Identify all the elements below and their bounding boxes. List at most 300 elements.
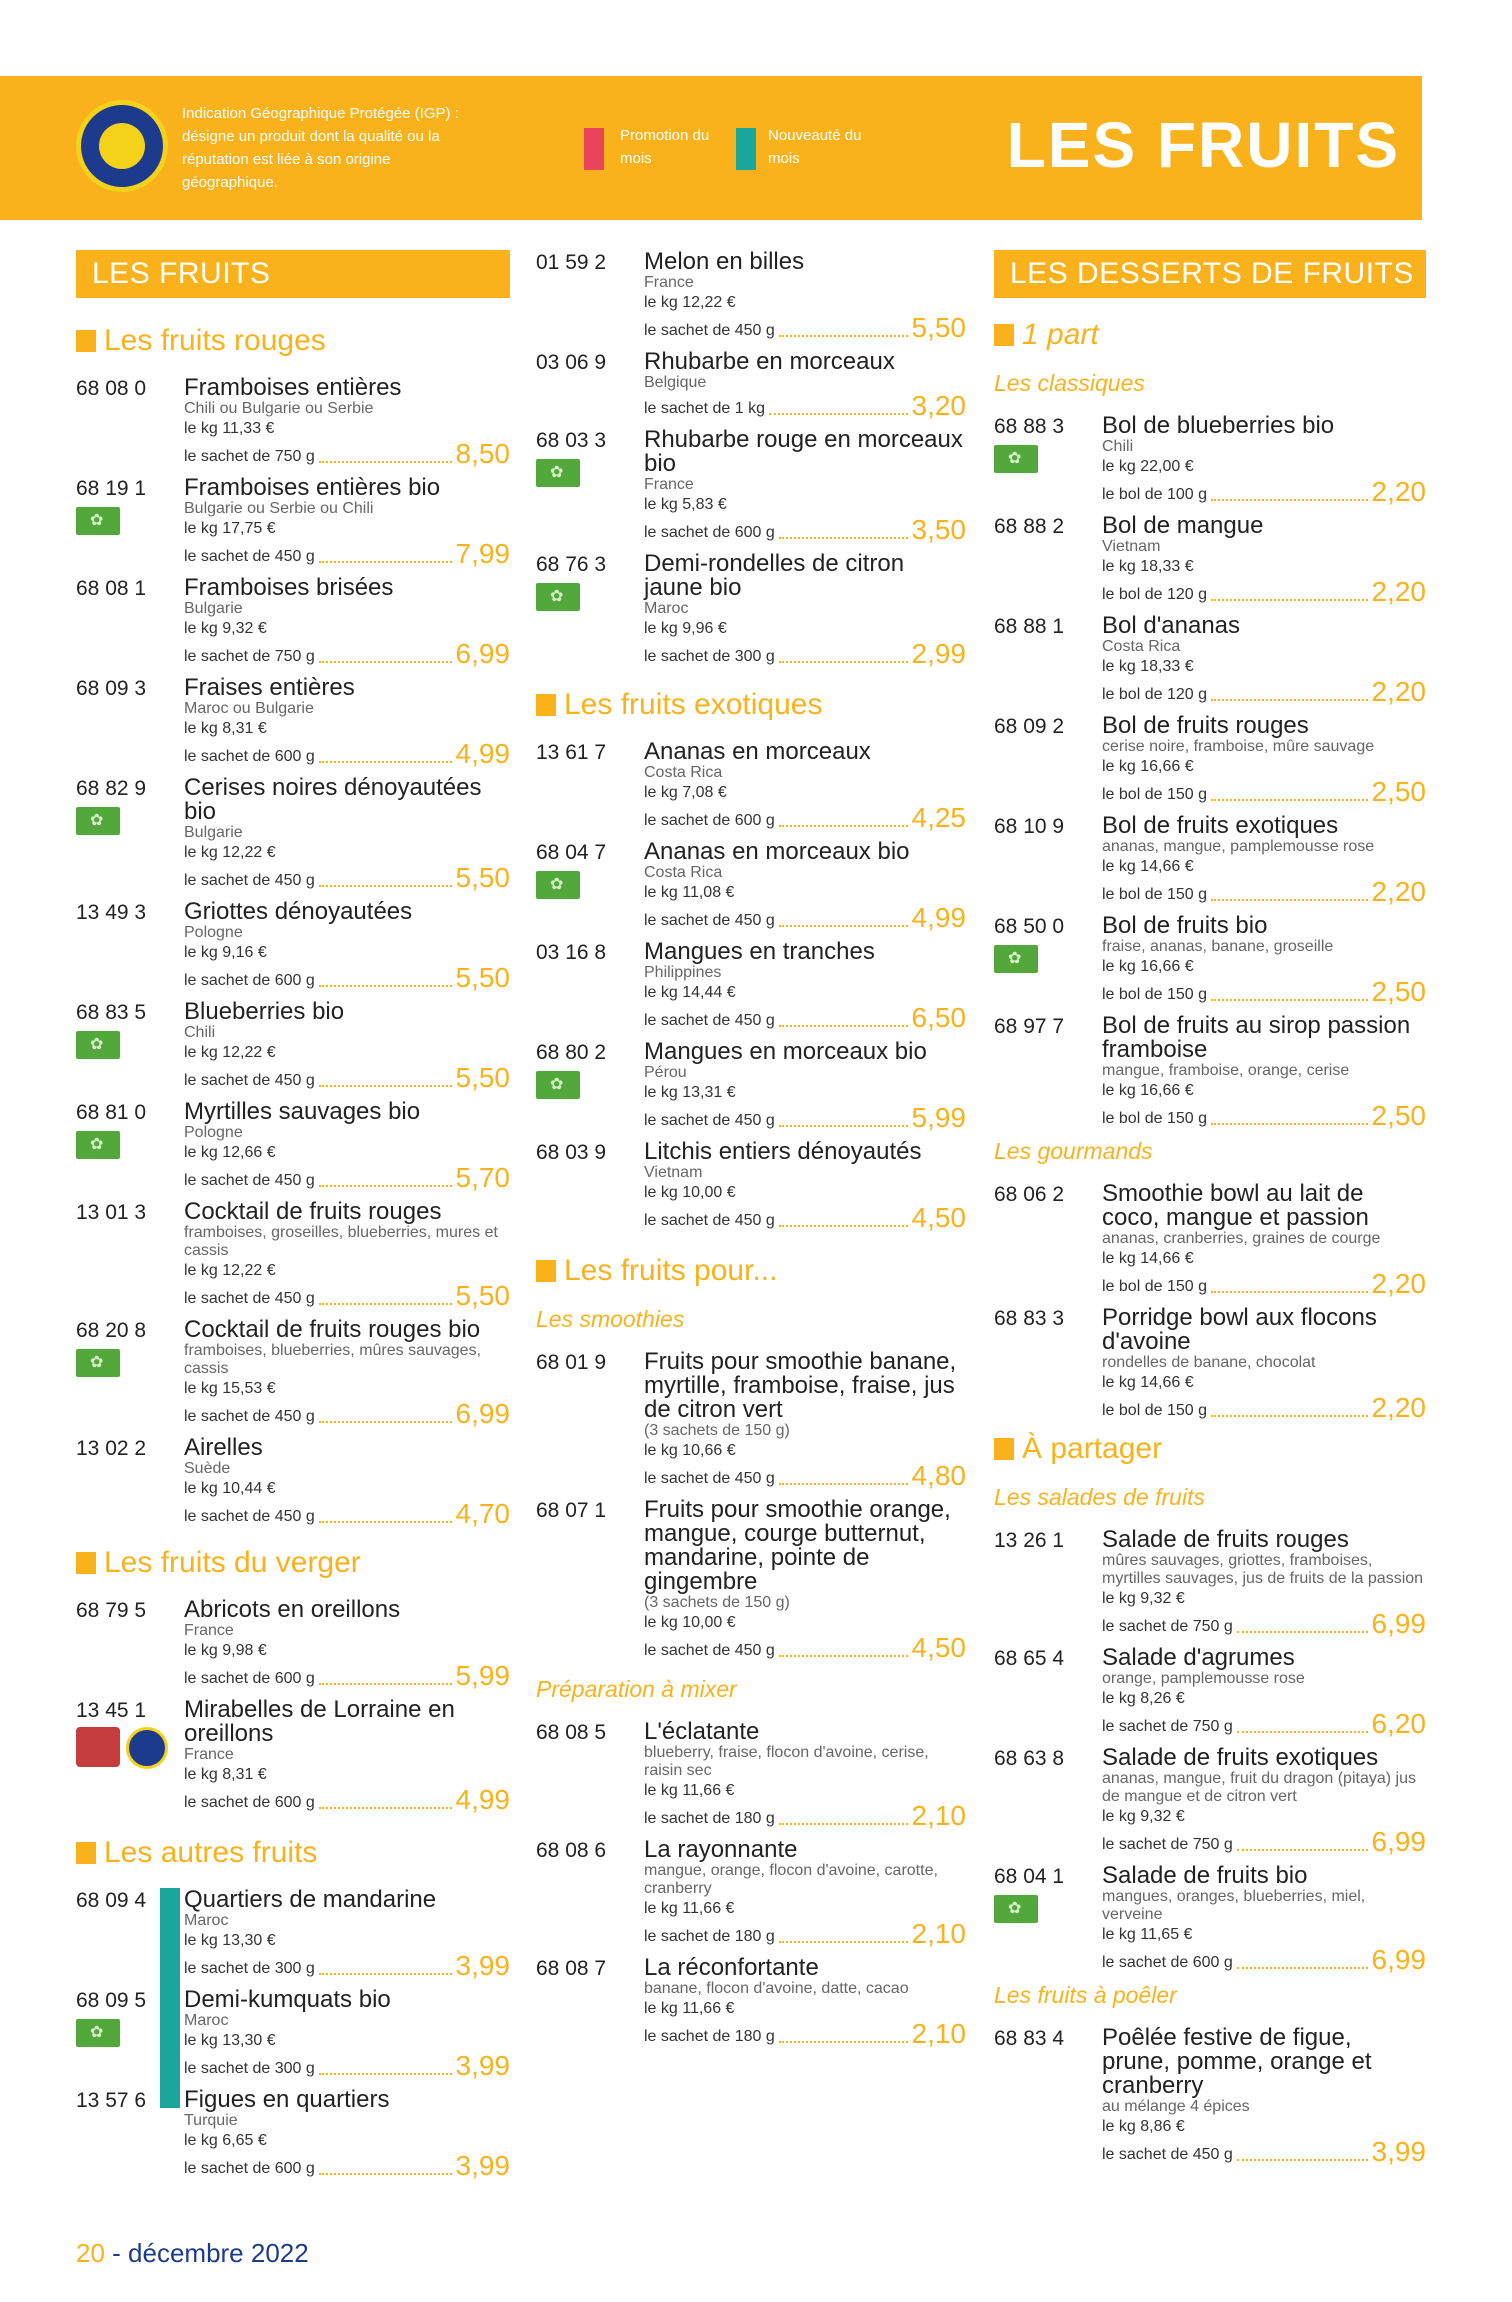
package-size: le bol de 150 g xyxy=(1102,886,1207,903)
product-code-col xyxy=(536,1838,644,1948)
product-item xyxy=(536,1140,966,1232)
product-price: 5,50 xyxy=(455,862,510,893)
product-code: 03 16 8 xyxy=(536,941,607,964)
product-item xyxy=(994,1014,1426,1130)
product-origin: France xyxy=(644,274,694,291)
subcategory-heading: Les classiques xyxy=(994,370,1145,396)
price-line xyxy=(1102,978,1426,1006)
price-line xyxy=(184,440,510,468)
price-line xyxy=(644,1802,966,1830)
price-per-kg: le kg 8,86 € xyxy=(1102,2118,1185,2135)
leader-dots xyxy=(779,1823,908,1825)
product-origin: Bulgarie ou Serbie ou Chili xyxy=(184,500,374,517)
product-item xyxy=(536,1040,966,1132)
price-per-kg: le kg 11,66 € xyxy=(644,2000,735,2017)
product-name: Mirabelles de Lorraine en oreillons xyxy=(184,1696,455,1747)
product-origin: mangue, framboise, orange, cerise xyxy=(1102,1062,1350,1079)
price-per-kg: le kg 8,31 € xyxy=(184,720,267,737)
product-origin: Bulgarie xyxy=(184,600,243,617)
leader-dots xyxy=(779,1025,908,1027)
category-heading: À partager xyxy=(994,1432,1426,1466)
product-price: 2,20 xyxy=(1371,876,1426,907)
leader-dots xyxy=(779,1941,908,1943)
package-size: le sachet de 180 g xyxy=(644,1928,775,1945)
price-per-kg: le kg 10,66 € xyxy=(644,1442,736,1459)
igp-description: Indication Géographique Protégée (IGP) : désigne un produit dont la qualité ou la réputation est liée à son origine géographique. xyxy=(182,105,459,191)
product-item xyxy=(76,476,510,568)
price-per-kg: le kg 13,31 € xyxy=(644,1084,736,1101)
product-name: Poêlée festive de figue, prune, pomme, orange et cranberry xyxy=(1102,2024,1372,2099)
product-list xyxy=(536,740,966,1232)
product-origin: France xyxy=(184,1622,234,1639)
product-code-col xyxy=(76,776,184,892)
organic-leaf-icon xyxy=(994,945,1038,973)
product-code-col xyxy=(76,1598,184,1690)
price-per-kg: le kg 14,66 € xyxy=(1102,1374,1194,1391)
product-price: 6,99 xyxy=(455,1398,510,1429)
product-price: 2,10 xyxy=(911,1800,966,1831)
package-size: le sachet de 750 g xyxy=(1102,1618,1233,1635)
product-price: 3,20 xyxy=(911,390,966,421)
leader-dots xyxy=(1211,1291,1368,1293)
product-name: Blueberries bio xyxy=(184,998,345,1025)
leader-dots xyxy=(1211,499,1368,501)
product-name: L'éclatante xyxy=(644,1718,760,1745)
product-code-col xyxy=(76,1436,184,1528)
product-origin: Chili xyxy=(184,1024,216,1041)
price-line xyxy=(184,1400,510,1428)
product-item xyxy=(536,552,966,668)
product-price: 3,50 xyxy=(911,514,966,545)
product-code: 68 65 4 xyxy=(994,1647,1065,1670)
product-price: 3,99 xyxy=(455,2150,510,2181)
subcategory-heading: Les gourmands xyxy=(994,1138,1153,1164)
product-name: Airelles xyxy=(184,1434,263,1461)
category-heading: Les autres fruits xyxy=(76,1836,510,1870)
product-origin: orange, pamplemousse rose xyxy=(1102,1670,1305,1687)
package-size: le bol de 120 g xyxy=(1102,586,1207,603)
quality-labels xyxy=(76,1727,184,1769)
product-price: 5,50 xyxy=(455,1062,510,1093)
package-size: le bol de 150 g xyxy=(1102,786,1207,803)
price-per-kg: le kg 9,98 € xyxy=(184,1642,267,1659)
product-list xyxy=(994,1182,1426,1422)
product-origin: blueberry, fraise, flocon d'avoine, cerise, raisin sec xyxy=(644,1744,929,1779)
product-origin: Costa Rica xyxy=(1102,638,1181,655)
product-item xyxy=(994,1646,1426,1738)
product-name: Mangues en tranches xyxy=(644,938,875,965)
product-code: 68 63 8 xyxy=(994,1747,1065,1770)
product-price: 4,99 xyxy=(911,902,966,933)
price-line xyxy=(1102,678,1426,706)
price-line xyxy=(184,2152,510,2180)
product-name: Porridge bowl aux flocons d'avoine xyxy=(1102,1304,1377,1355)
price-per-kg: le kg 13,30 € xyxy=(184,1932,276,1949)
product-name: Cerises noires dénoyautées bio xyxy=(184,774,482,825)
product-details xyxy=(184,900,510,992)
price-line xyxy=(644,1204,966,1232)
product-details xyxy=(644,428,966,544)
package-size: le sachet de 600 g xyxy=(184,1794,315,1811)
product-code: 68 04 7 xyxy=(536,841,607,864)
package-size: le sachet de 450 g xyxy=(644,1470,775,1487)
product-code: 68 76 3 xyxy=(536,553,607,576)
leader-dots xyxy=(1237,1849,1368,1851)
product-name: Bol de blueberries bio xyxy=(1102,412,1335,439)
issue-date: - décembre 2022 xyxy=(104,2238,309,2268)
product-price: 2,20 xyxy=(1371,476,1426,507)
product-name: Griottes dénoyautées xyxy=(184,898,413,925)
category-heading: Les fruits rouges xyxy=(76,324,510,358)
product-price: 5,99 xyxy=(455,1660,510,1691)
product-origin: Vietnam xyxy=(644,1164,703,1181)
product-code-col xyxy=(994,614,1102,706)
column-fruits-2 xyxy=(536,250,966,2056)
package-size: le sachet de 600 g xyxy=(184,1670,315,1687)
product-origin: France xyxy=(184,1746,234,1763)
leader-dots xyxy=(1211,899,1368,901)
product-name: Bol de fruits au sirop passion framboise xyxy=(1102,1012,1411,1063)
igp-seal-icon xyxy=(126,1727,168,1769)
product-code: 68 08 0 xyxy=(76,377,147,400)
product-item xyxy=(994,1746,1426,1856)
product-code: 03 06 9 xyxy=(536,351,607,374)
organic-leaf-icon xyxy=(76,807,120,835)
price-per-kg: le kg 9,32 € xyxy=(184,620,267,637)
product-name: Bol d'ananas xyxy=(1102,612,1241,639)
price-per-kg: le kg 14,44 € xyxy=(644,984,736,1001)
product-code: 68 83 4 xyxy=(994,2027,1065,2050)
price-line xyxy=(644,1104,966,1132)
product-origin: framboises, groseilles, blueberries, mures et cassis xyxy=(184,1224,498,1259)
product-name: Mangues en morceaux bio xyxy=(644,1038,927,1065)
square-icon xyxy=(994,1438,1014,1460)
leader-dots xyxy=(319,1085,452,1087)
package-size: le sachet de 600 g xyxy=(184,972,315,989)
price-per-kg: le kg 11,33 € xyxy=(184,420,275,437)
category-heading: Les fruits pour... xyxy=(536,1254,966,1288)
product-code: 68 04 1 xyxy=(994,1865,1065,1888)
product-code-col xyxy=(994,1864,1102,1974)
product-code-col xyxy=(994,1182,1102,1298)
product-code: 13 01 3 xyxy=(76,1201,147,1224)
product-code: 68 50 0 xyxy=(994,915,1065,938)
package-size: le sachet de 450 g xyxy=(184,1290,315,1307)
leader-dots xyxy=(779,1483,908,1485)
product-details xyxy=(1102,1014,1426,1130)
product-origin: Chili xyxy=(1102,438,1134,455)
product-code: 68 03 9 xyxy=(536,1141,607,1164)
product-name: Framboises brisées xyxy=(184,574,394,601)
organic-leaf-icon xyxy=(536,871,580,899)
leader-dots xyxy=(319,2173,452,2175)
leader-dots xyxy=(319,1683,452,1685)
product-item xyxy=(536,840,966,932)
product-details xyxy=(1102,414,1426,506)
leader-dots xyxy=(1211,1123,1368,1125)
leader-dots xyxy=(1211,799,1368,801)
price-per-kg: le kg 16,66 € xyxy=(1102,958,1194,975)
product-origin: Costa Rica xyxy=(644,764,723,781)
leader-dots xyxy=(1237,2159,1368,2161)
price-per-kg: le kg 9,16 € xyxy=(184,944,267,961)
product-origin: fraise, ananas, banane, groseille xyxy=(1102,938,1334,955)
price-per-kg: le kg 14,66 € xyxy=(1102,1250,1194,1267)
package-size: le sachet de 450 g xyxy=(644,912,775,929)
product-details xyxy=(184,776,510,892)
product-code: 68 03 3 xyxy=(536,429,607,452)
product-item xyxy=(994,414,1426,506)
section-title: LES DESSERTS DE FRUITS xyxy=(994,250,1426,298)
package-size: le sachet de 600 g xyxy=(1102,1954,1233,1971)
product-code: 68 08 7 xyxy=(536,1957,607,1980)
product-origin: ananas, cranberries, graines de courge xyxy=(1102,1230,1381,1247)
leader-dots xyxy=(319,2073,452,2075)
package-size: le sachet de 450 g xyxy=(644,1012,775,1029)
product-name: Salade de fruits rouges xyxy=(1102,1526,1349,1553)
price-line xyxy=(184,1500,510,1528)
product-name: Fruits pour smoothie orange, mangue, courge butternut, mandarine, pointe de gingembre xyxy=(644,1496,951,1595)
product-list xyxy=(536,250,966,668)
price-line xyxy=(184,1064,510,1092)
product-name: Cocktail de fruits rouges bio xyxy=(184,1316,481,1343)
package-size: le bol de 150 g xyxy=(1102,1402,1207,1419)
page-footer xyxy=(76,2238,309,2269)
product-origin: Maroc ou Bulgarie xyxy=(184,700,314,717)
price-line xyxy=(644,1634,966,1662)
leader-dots xyxy=(319,1807,452,1809)
product-name: Framboises entières bio xyxy=(184,474,441,501)
product-code-col xyxy=(536,1040,644,1132)
price-line xyxy=(644,1462,966,1490)
price-line xyxy=(184,1952,510,1980)
product-price: 2,20 xyxy=(1371,676,1426,707)
product-item xyxy=(994,1528,1426,1638)
product-price: 2,50 xyxy=(1371,776,1426,807)
product-list xyxy=(76,1598,510,1814)
package-size: le bol de 150 g xyxy=(1102,1110,1207,1127)
product-item xyxy=(76,1318,510,1428)
product-code-col xyxy=(536,940,644,1032)
product-details xyxy=(184,1318,510,1428)
product-code-col xyxy=(76,1000,184,1092)
product-price: 4,50 xyxy=(911,1632,966,1663)
product-name: Fruits pour smoothie banane, myrtille, framboise, fraise, jus de citron vert xyxy=(644,1348,957,1423)
product-details xyxy=(1102,614,1426,706)
product-code-col xyxy=(994,1528,1102,1638)
product-code: 13 49 3 xyxy=(76,901,147,924)
product-details xyxy=(644,940,966,1032)
product-price: 3,99 xyxy=(1371,2136,1426,2167)
product-code: 01 59 2 xyxy=(536,251,607,274)
package-size: le sachet de 450 g xyxy=(644,1112,775,1129)
package-size: le sachet de 450 g xyxy=(644,1642,775,1659)
product-price: 8,50 xyxy=(455,438,510,469)
leader-dots xyxy=(779,335,908,337)
product-item xyxy=(76,676,510,768)
product-code: 68 88 3 xyxy=(994,415,1065,438)
leader-dots xyxy=(1237,1631,1368,1633)
subcategory-heading: Les salades de fruits xyxy=(994,1484,1205,1510)
product-origin: Bulgarie xyxy=(184,824,243,841)
product-origin: au mélange 4 épices xyxy=(1102,2098,1250,2115)
product-details xyxy=(1102,1182,1426,1298)
product-item xyxy=(994,514,1426,606)
product-origin: Suède xyxy=(184,1460,231,1477)
price-per-kg: le kg 14,66 € xyxy=(1102,858,1194,875)
product-name: Abricots en oreillons xyxy=(184,1596,401,1623)
product-origin: France xyxy=(644,476,694,493)
category-heading: Les fruits du verger xyxy=(76,1546,510,1580)
product-name: Demi-kumquats bio xyxy=(184,1986,391,2013)
product-code-col xyxy=(76,1100,184,1192)
price-per-kg: le kg 12,22 € xyxy=(644,294,736,311)
product-item xyxy=(994,2026,1426,2166)
product-price: 4,99 xyxy=(455,738,510,769)
price-line xyxy=(644,1004,966,1032)
product-details xyxy=(644,1140,966,1232)
product-price: 6,99 xyxy=(1371,1944,1426,1975)
price-per-kg: le kg 9,32 € xyxy=(1102,1590,1185,1607)
product-price: 6,99 xyxy=(1371,1608,1426,1639)
product-price: 4,50 xyxy=(911,1202,966,1233)
product-name: Salade de fruits exotiques xyxy=(1102,1744,1379,1771)
package-size: le sachet de 300 g xyxy=(184,1960,315,1977)
product-details xyxy=(644,552,966,668)
product-item xyxy=(536,1720,966,1830)
product-details xyxy=(184,676,510,768)
product-price: 6,99 xyxy=(455,638,510,669)
product-price: 4,25 xyxy=(911,802,966,833)
square-icon xyxy=(536,694,556,716)
product-code: 13 45 1 xyxy=(76,1699,147,1722)
product-code: 68 88 2 xyxy=(994,515,1065,538)
product-code-col xyxy=(76,676,184,768)
product-details xyxy=(644,250,966,342)
price-per-kg: le kg 18,33 € xyxy=(1102,558,1194,575)
category-heading: Les fruits exotiques xyxy=(536,688,966,722)
product-code-col xyxy=(536,1720,644,1830)
product-name: Figues en quartiers xyxy=(184,2086,390,2113)
price-line xyxy=(1102,1828,1426,1856)
leader-dots xyxy=(319,885,452,887)
leader-dots xyxy=(319,1421,452,1423)
price-per-kg: le kg 5,83 € xyxy=(644,496,727,513)
leader-dots xyxy=(1211,999,1368,1001)
package-size: le sachet de 450 g xyxy=(184,1408,315,1425)
product-code: 68 81 0 xyxy=(76,1101,147,1124)
product-price: 2,50 xyxy=(1371,976,1426,1007)
leader-dots xyxy=(769,413,908,415)
product-item xyxy=(536,250,966,342)
price-per-kg: le kg 11,65 € xyxy=(1102,1926,1193,1943)
package-size: le sachet de 300 g xyxy=(644,648,775,665)
product-details xyxy=(644,1040,966,1132)
product-price: 5,70 xyxy=(455,1162,510,1193)
price-per-kg: le kg 7,08 € xyxy=(644,784,727,801)
product-details xyxy=(184,576,510,668)
product-item xyxy=(76,1200,510,1310)
square-icon xyxy=(536,1260,556,1282)
product-details xyxy=(644,1838,966,1948)
product-origin: Costa Rica xyxy=(644,864,723,881)
price-line xyxy=(184,1164,510,1192)
package-size: le sachet de 450 g xyxy=(184,1172,315,1189)
product-code: 68 08 6 xyxy=(536,1839,607,1862)
product-origin: Pologne xyxy=(184,1124,243,1141)
subcategory-heading: Les smoothies xyxy=(536,1306,685,1332)
price-line xyxy=(644,904,966,932)
product-details xyxy=(184,376,510,468)
page-title: LES FRUITS xyxy=(1006,109,1400,181)
product-price: 2,20 xyxy=(1371,576,1426,607)
leader-dots xyxy=(779,1225,908,1227)
product-origin: Maroc xyxy=(184,1912,229,1929)
package-size: le sachet de 600 g xyxy=(644,812,775,829)
igp-logo-icon xyxy=(76,100,168,192)
leader-dots xyxy=(319,1185,452,1187)
product-origin: Turquie xyxy=(184,2112,238,2129)
product-code-col xyxy=(994,1746,1102,1856)
price-per-kg: le kg 10,00 € xyxy=(644,1184,736,1201)
product-code: 68 79 5 xyxy=(76,1599,147,1622)
product-price: 2,20 xyxy=(1371,1268,1426,1299)
product-code: 68 09 2 xyxy=(994,715,1065,738)
product-name: Melon en billes xyxy=(644,248,805,275)
product-price: 6,99 xyxy=(1371,1826,1426,1857)
product-code: 68 09 3 xyxy=(76,677,147,700)
product-code-col xyxy=(994,1646,1102,1738)
price-per-kg: le kg 12,22 € xyxy=(184,1044,276,1061)
price-line xyxy=(1102,1946,1426,1974)
price-line xyxy=(184,640,510,668)
leader-dots xyxy=(779,825,908,827)
price-line xyxy=(1102,1710,1426,1738)
package-size: le sachet de 450 g xyxy=(184,872,315,889)
package-size: le sachet de 450 g xyxy=(184,548,315,565)
product-name: La réconfortante xyxy=(644,1954,819,1981)
product-details xyxy=(644,350,966,420)
product-item xyxy=(994,1182,1426,1298)
product-code-col xyxy=(994,714,1102,806)
price-per-kg: le kg 8,31 € xyxy=(184,1766,267,1783)
package-size: le sachet de 450 g xyxy=(184,1508,315,1525)
product-name: Salade de fruits bio xyxy=(1102,1862,1308,1889)
leader-dots xyxy=(319,1973,452,1975)
product-code-col xyxy=(994,1306,1102,1422)
price-per-kg: le kg 16,66 € xyxy=(1102,1082,1194,1099)
product-price: 4,70 xyxy=(455,1498,510,1529)
product-origin: banane, flocon d'avoine, datte, cacao xyxy=(644,1980,909,1997)
price-per-kg: le kg 9,32 € xyxy=(1102,1808,1185,1825)
product-name: Bol de fruits rouges xyxy=(1102,712,1309,739)
product-item xyxy=(994,714,1426,806)
leader-dots xyxy=(779,925,908,927)
product-code-col xyxy=(994,414,1102,506)
price-line xyxy=(184,864,510,892)
product-code: 68 97 7 xyxy=(994,1015,1065,1038)
product-item xyxy=(76,1000,510,1092)
leader-dots xyxy=(1211,599,1368,601)
product-code: 68 20 8 xyxy=(76,1319,147,1342)
product-price: 7,99 xyxy=(455,538,510,569)
product-code: 13 02 2 xyxy=(76,1437,147,1460)
product-price: 2,10 xyxy=(911,2018,966,2049)
product-item xyxy=(994,1306,1426,1422)
product-details xyxy=(1102,1646,1426,1738)
product-name: Bol de fruits exotiques xyxy=(1102,812,1339,839)
product-item xyxy=(76,776,510,892)
